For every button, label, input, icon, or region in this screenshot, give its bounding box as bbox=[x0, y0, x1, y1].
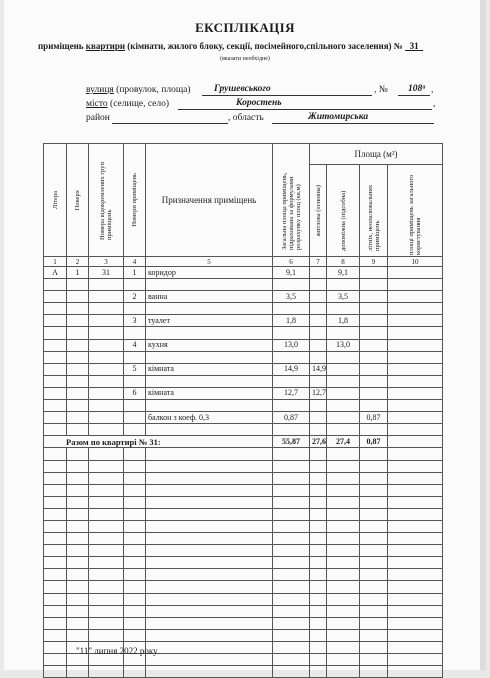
cell-summer bbox=[360, 387, 388, 399]
cell-living bbox=[310, 267, 327, 279]
header-total-area: Загальна площа приміщень, підрахована за формулами розрахунку площ (кв.м) bbox=[273, 144, 310, 257]
cell-liter: А bbox=[44, 267, 67, 279]
cell-summer bbox=[360, 339, 388, 351]
table-row bbox=[44, 484, 443, 496]
cell-total: 1,8 bbox=[273, 315, 310, 327]
cell-total: 3,5 bbox=[273, 291, 310, 303]
table-row bbox=[44, 339, 443, 351]
cell-floor bbox=[67, 315, 89, 327]
cell-aux: 1,8 bbox=[327, 315, 360, 327]
header-living: житлова (основна) bbox=[310, 165, 327, 257]
cell-floor bbox=[67, 363, 89, 375]
doc-title: ЕКСПЛІКАЦІЯ bbox=[195, 20, 295, 35]
table-row bbox=[44, 303, 443, 315]
house-label: , № bbox=[374, 85, 388, 95]
table-row bbox=[44, 617, 443, 629]
total-common bbox=[388, 436, 443, 448]
cell-living: 12,7 bbox=[310, 387, 327, 399]
total-aux: 27,4 bbox=[327, 436, 360, 448]
cell-room: 3 bbox=[124, 315, 146, 327]
table-row bbox=[44, 569, 443, 581]
cell-purpose: кімната bbox=[146, 363, 273, 375]
cell-floor bbox=[67, 387, 89, 399]
cell-common bbox=[388, 339, 443, 351]
cell-group bbox=[89, 412, 124, 424]
cell-living bbox=[310, 339, 327, 351]
table-row bbox=[44, 533, 443, 545]
cell-group bbox=[89, 363, 124, 375]
table-row bbox=[44, 666, 443, 678]
cell-aux: 3,5 bbox=[327, 291, 360, 303]
header-floor: Поверх bbox=[67, 144, 89, 257]
cell-group bbox=[89, 387, 124, 399]
cell-liter bbox=[44, 412, 67, 424]
table-row bbox=[44, 460, 443, 472]
cell-total: 12,7 bbox=[273, 387, 310, 399]
table-row bbox=[44, 363, 443, 375]
cell-summer: 0,87 bbox=[360, 412, 388, 424]
header-liter: Літера bbox=[44, 144, 67, 257]
cell-living bbox=[310, 412, 327, 424]
table-body bbox=[44, 267, 443, 678]
subtitle-underlined: квартири bbox=[85, 41, 126, 51]
cell-group bbox=[89, 291, 124, 303]
street-value: Грушевського bbox=[214, 84, 271, 94]
region-value: Житомирська bbox=[308, 112, 369, 122]
page-edge bbox=[480, 0, 486, 670]
cell-purpose: кімната bbox=[146, 387, 273, 399]
table-row bbox=[44, 581, 443, 593]
cell-group: 31 bbox=[89, 267, 124, 279]
cell-summer bbox=[360, 363, 388, 375]
table-row bbox=[44, 629, 443, 641]
explication-table bbox=[43, 143, 443, 678]
cell-room: 1 bbox=[124, 267, 146, 279]
header-room-no: Номери приміщень bbox=[124, 144, 146, 257]
cell-liter bbox=[44, 315, 67, 327]
street-label: вулиця (провулок, площа) bbox=[86, 85, 191, 95]
cell-floor: 1 bbox=[67, 267, 89, 279]
cell-group bbox=[89, 315, 124, 327]
cell-purpose: коридор bbox=[146, 267, 273, 279]
table-row bbox=[44, 267, 443, 279]
cell-total: 0,87 bbox=[273, 412, 310, 424]
cell-room: 4 bbox=[124, 339, 146, 351]
table-row bbox=[44, 448, 443, 460]
table-row bbox=[44, 412, 443, 424]
table-row bbox=[44, 496, 443, 508]
cell-common bbox=[388, 267, 443, 279]
cell-aux bbox=[327, 387, 360, 399]
district-label: район bbox=[86, 113, 110, 123]
cell-floor bbox=[67, 291, 89, 303]
table-row bbox=[44, 605, 443, 617]
city-label: місто (селище, село) bbox=[86, 99, 170, 109]
table-row bbox=[44, 593, 443, 605]
doc-hint: (вказати необхідне) bbox=[220, 56, 270, 62]
table-row bbox=[44, 472, 443, 484]
cell-total: 13,0 bbox=[273, 339, 310, 351]
cell-common bbox=[388, 412, 443, 424]
table-row bbox=[44, 327, 443, 339]
cell-liter bbox=[44, 387, 67, 399]
table-row bbox=[44, 387, 443, 399]
cell-room: 5 bbox=[124, 363, 146, 375]
table-row bbox=[44, 351, 443, 363]
cell-living bbox=[310, 291, 327, 303]
cell-aux: 9,1 bbox=[327, 267, 360, 279]
table-row bbox=[44, 315, 443, 327]
apartment-number: 31 bbox=[409, 41, 419, 51]
cell-purpose: балкон з коеф. 0,3 bbox=[146, 412, 273, 424]
total-label: Разом по квартирі № 31: bbox=[44, 436, 273, 448]
cell-living bbox=[310, 315, 327, 327]
cell-aux bbox=[327, 412, 360, 424]
cell-room: 6 bbox=[124, 387, 146, 399]
cell-summer bbox=[360, 267, 388, 279]
table-row bbox=[44, 400, 443, 412]
cell-floor bbox=[67, 339, 89, 351]
region-label: , область bbox=[228, 113, 264, 123]
header-group-no: Номера відокремлених груп приміщень bbox=[89, 144, 124, 257]
column-numbers-row: 1 2 3 4 5 6 7 8 9 10 bbox=[44, 257, 443, 267]
total-total: 55,87 bbox=[273, 436, 310, 448]
city-value: Коростень bbox=[236, 98, 282, 108]
header-nonliving: літніх, неопалювальних приміщень bbox=[360, 165, 388, 257]
document-date: "11" липня 2022 року bbox=[76, 646, 158, 656]
cell-summer bbox=[360, 315, 388, 327]
header-purpose: Призначення приміщень bbox=[146, 144, 273, 257]
cell-floor bbox=[67, 412, 89, 424]
cell-group bbox=[89, 339, 124, 351]
table-row bbox=[44, 291, 443, 303]
header-aux: допоміжна (підсобна) bbox=[327, 165, 360, 257]
house-value: 108ᵃ bbox=[408, 84, 426, 94]
subtitle-rest: (кімнати, жилого блоку, секції, посімейного,спільного заселення) № bbox=[125, 41, 403, 51]
cell-common bbox=[388, 363, 443, 375]
cell-common bbox=[388, 291, 443, 303]
total-living: 27,6 bbox=[310, 436, 327, 448]
table-row bbox=[44, 279, 443, 291]
cell-total: 9,1 bbox=[273, 267, 310, 279]
cell-common bbox=[388, 387, 443, 399]
cell-purpose: кухня bbox=[146, 339, 273, 351]
cell-living: 14,9 bbox=[310, 363, 327, 375]
table-row bbox=[44, 557, 443, 569]
cell-room: 2 bbox=[124, 291, 146, 303]
cell-room bbox=[124, 412, 146, 424]
cell-liter bbox=[44, 291, 67, 303]
cell-common bbox=[388, 315, 443, 327]
cell-liter bbox=[44, 339, 67, 351]
table-row bbox=[44, 508, 443, 520]
subtitle-prefix: приміщень bbox=[38, 41, 86, 51]
cell-aux bbox=[327, 363, 360, 375]
table-row bbox=[44, 424, 443, 436]
cell-purpose: туалет bbox=[146, 315, 273, 327]
doc-subtitle bbox=[38, 41, 423, 51]
header-common: площі приміщень загального користування bbox=[388, 165, 443, 257]
cell-aux: 13,0 bbox=[327, 339, 360, 351]
table-row bbox=[44, 520, 443, 532]
cell-liter bbox=[44, 363, 67, 375]
cell-total: 14,9 bbox=[273, 363, 310, 375]
cell-purpose: ванна bbox=[146, 291, 273, 303]
header-area-group: Площа (м²) bbox=[310, 144, 443, 165]
cell-summer bbox=[360, 291, 388, 303]
total-row bbox=[44, 436, 443, 448]
table-row bbox=[44, 545, 443, 557]
total-summer: 0,87 bbox=[360, 436, 388, 448]
table-row bbox=[44, 375, 443, 387]
